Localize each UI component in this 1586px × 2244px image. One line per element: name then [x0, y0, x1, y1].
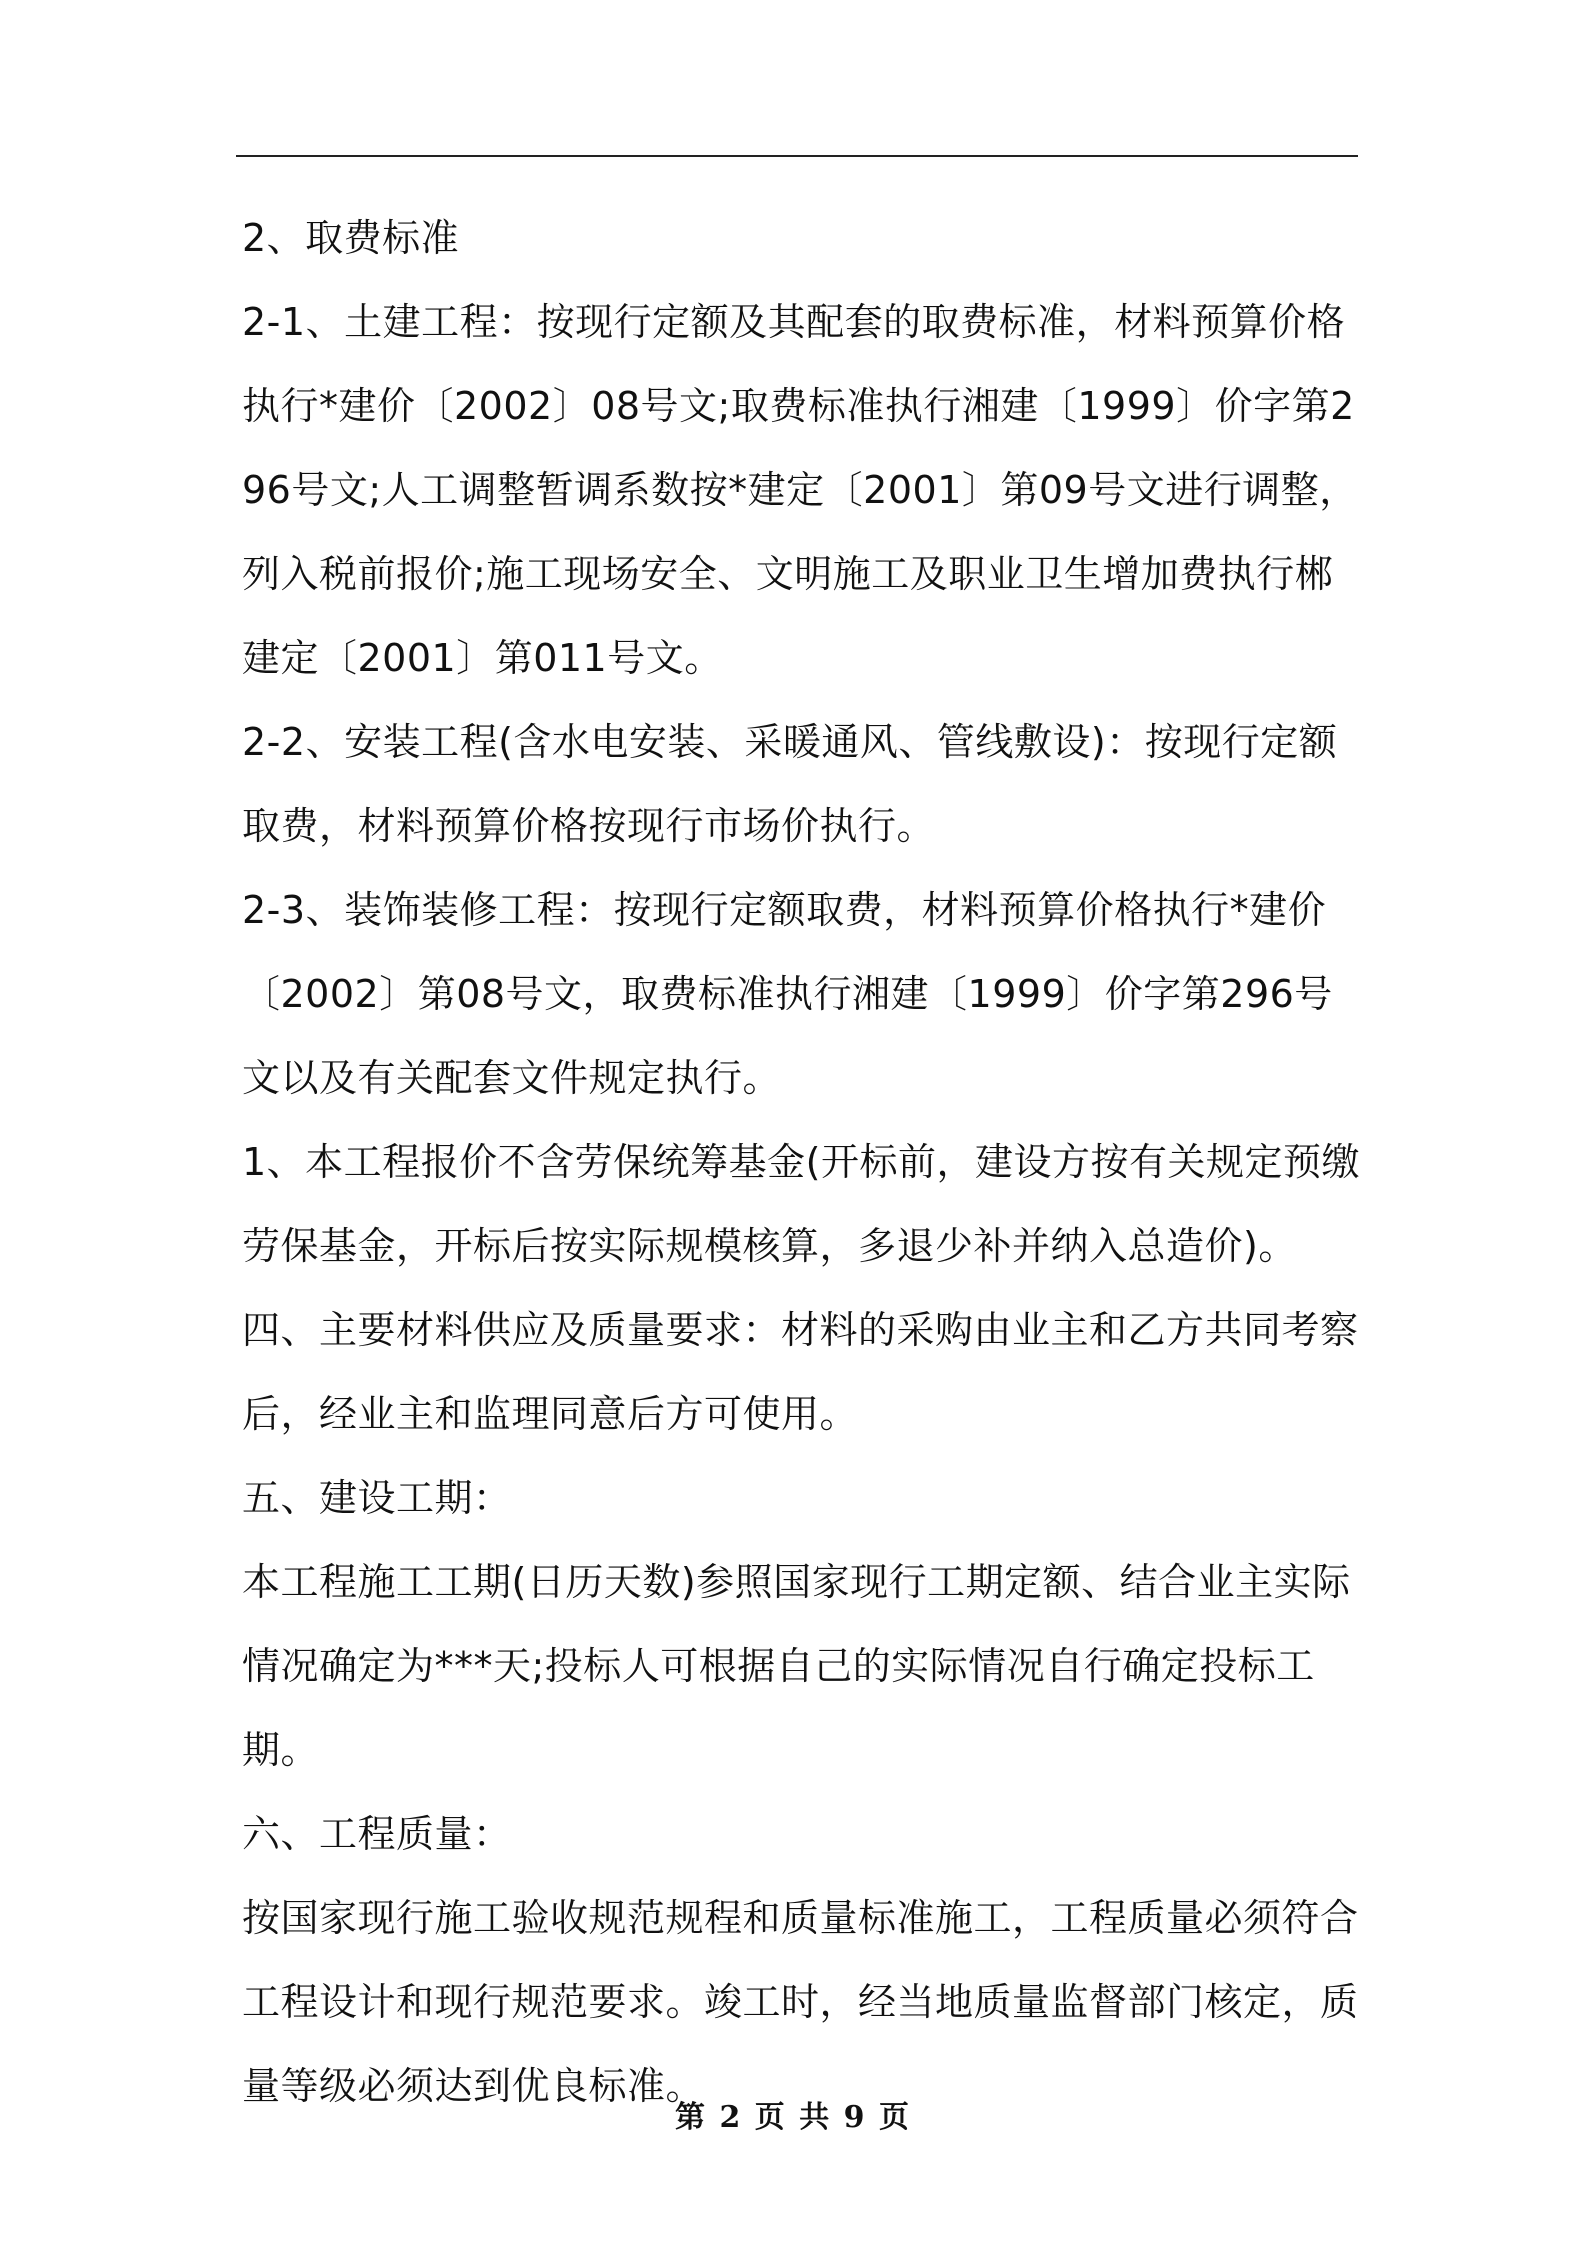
section-heading-quality: 六、工程质量： [242, 1812, 512, 1856]
page-number-footer: 第 2 页 共 9 页 [675, 2100, 911, 2135]
header-rule [236, 155, 1358, 157]
paragraph-materials-supply: 四、主要材料供应及质量要求：材料的采购由业主和乙方共同考察后，经业主和监理同意后方可使用。 [242, 1308, 1359, 1436]
paragraph-civil-works: 2-1、土建工程：按现行定额及其配套的取费标准，材料预算价格执行*建价〔2002〕08号文;取费标准执行湘建〔1999〕价字第296号文;人工调整暂调系数按*建定〔2001〕第09号文进行调整，列入税前报价;施工现场安全、文明施工及职业卫生增加费执行郴建定〔2001〕第011号文。 [242, 300, 1358, 680]
paragraph-decoration-works: 2-3、装饰装修工程：按现行定额取费，材料预算价格执行*建价〔2002〕第08号文，取费标准执行湘建〔1999〕价字第296号文以及有关配套文件规定执行。 [242, 888, 1333, 1100]
section-heading-fee-standard: 2、取费标准 [242, 216, 460, 260]
paragraph-installation-works: 2-2、安装工程(含水电安装、采暖通风、管线敷设)：按现行定额取费，材料预算价格按现行市场价执行。 [242, 720, 1338, 848]
paragraph-construction-period: 本工程施工工期(日历天数)参照国家现行工期定额、结合业主实际情况确定为***天;投标人可根据自己的实际情况自行确定投标工期。 [242, 1560, 1351, 1772]
document-body [242, 196, 1360, 2128]
section-heading-construction-period: 五、建设工期： [242, 1476, 512, 1520]
paragraph-quality: 按国家现行施工验收规范规程和质量标准施工，工程质量必须符合工程设计和现行规范要求。竣工时，经当地质量监督部门核定，质量等级必须达到优良标准。 [242, 1896, 1359, 2108]
paragraph-labor-insurance: 1、本工程报价不含劳保统筹基金(开标前，建设方按有关规定预缴劳保基金，开标后按实际规模核算，多退少补并纳入总造价)。 [242, 1140, 1361, 1268]
